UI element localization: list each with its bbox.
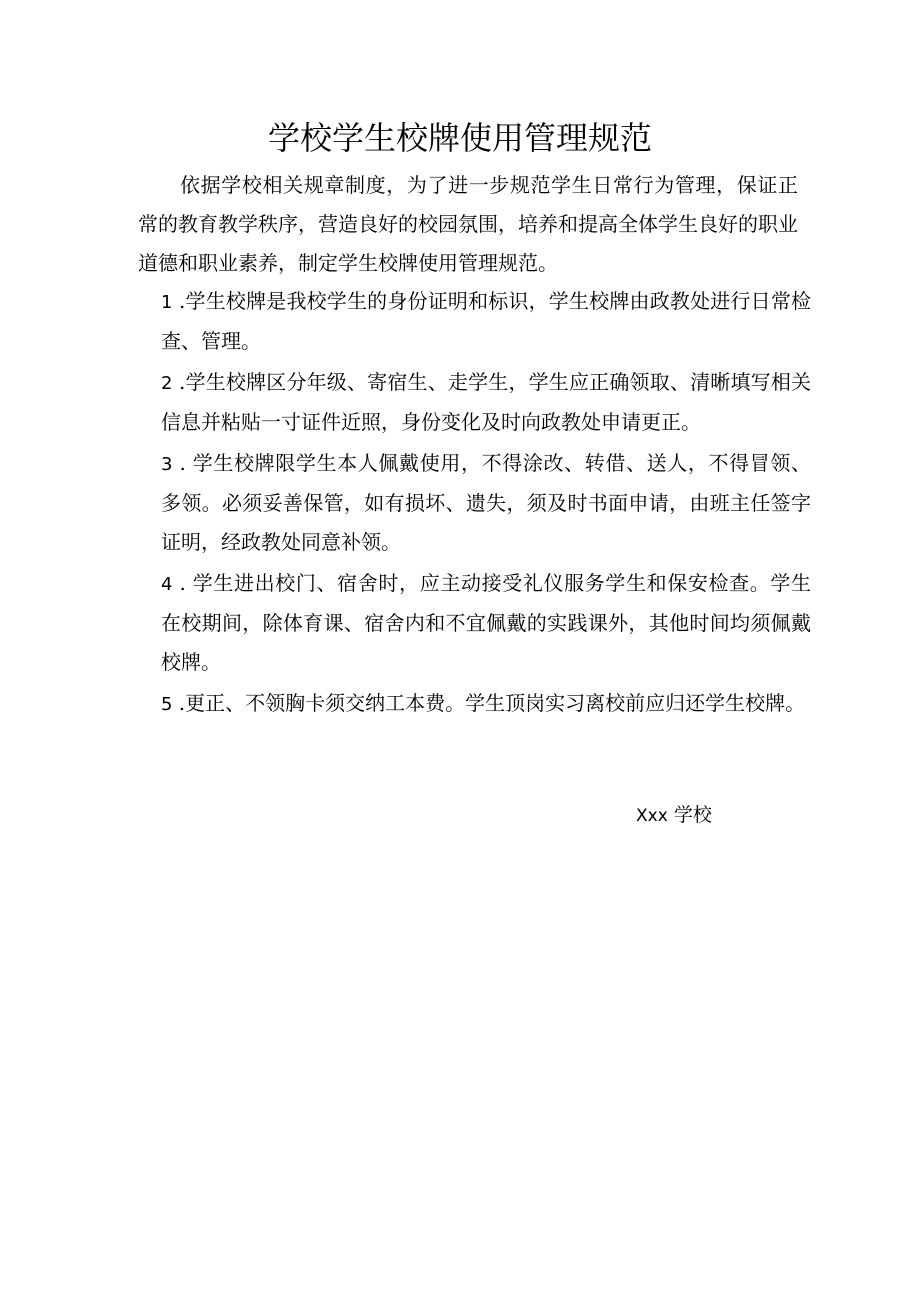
signature-latin: Xxx (636, 806, 668, 826)
rule-item-1 (161, 282, 811, 361)
rule-item-4 (161, 564, 811, 682)
rule-text: .学生校牌是我校学生的身份证明和标识，学生校牌由政教处进行日常检查、管理。 (161, 289, 811, 353)
rule-item-3 (161, 444, 811, 562)
rule-text: . 学生进出校门、宿舍时，应主动接受礼仪服务学生和保安检查。学生在校期间，除体育课、宿舍内和不宜佩戴的实践课外，其他时间均须佩戴校牌。 (161, 571, 811, 674)
rule-number: 2 (161, 373, 173, 394)
intro-paragraph: 依据学校相关规章制度，为了进一步规范学生日常行为管理，保证正常的教育教学秩序，营造良好的校园氛围，培养和提高全体学生良好的职业道德和职业素养，制定学生校牌使用管理规范。 (138, 173, 798, 275)
rule-number: 5 (161, 694, 173, 715)
rule-item-2 (161, 363, 811, 442)
rules-list (161, 282, 811, 726)
signature-school: 学校 (667, 804, 712, 826)
rule-item-5 (161, 684, 811, 724)
rule-number: 1 (161, 292, 173, 313)
rule-number: 3 (161, 454, 173, 475)
signature (636, 797, 712, 834)
rule-text: .学生校牌区分年级、寄宿生、走学生，学生应正确领取、清晰填写相关信息并粘贴一寸证件近照，身份变化及时向政教处申请更正。 (161, 370, 811, 434)
rule-number: 4 (161, 574, 173, 595)
document-title: 学校学生校牌使用管理规范 (267, 119, 652, 157)
rule-text: .更正、不领胸卡须交纳工本费。学生顶岗实习离校前应归还学生校牌。 (172, 691, 806, 715)
rule-text: . 学生校牌限学生本人佩戴使用，不得涂改、转借、送人，不得冒领、多领。必须妥善保管，如有损坏、遗失，须及时书面申请，由班主任签字证明，经政教处同意补领。 (161, 451, 811, 554)
